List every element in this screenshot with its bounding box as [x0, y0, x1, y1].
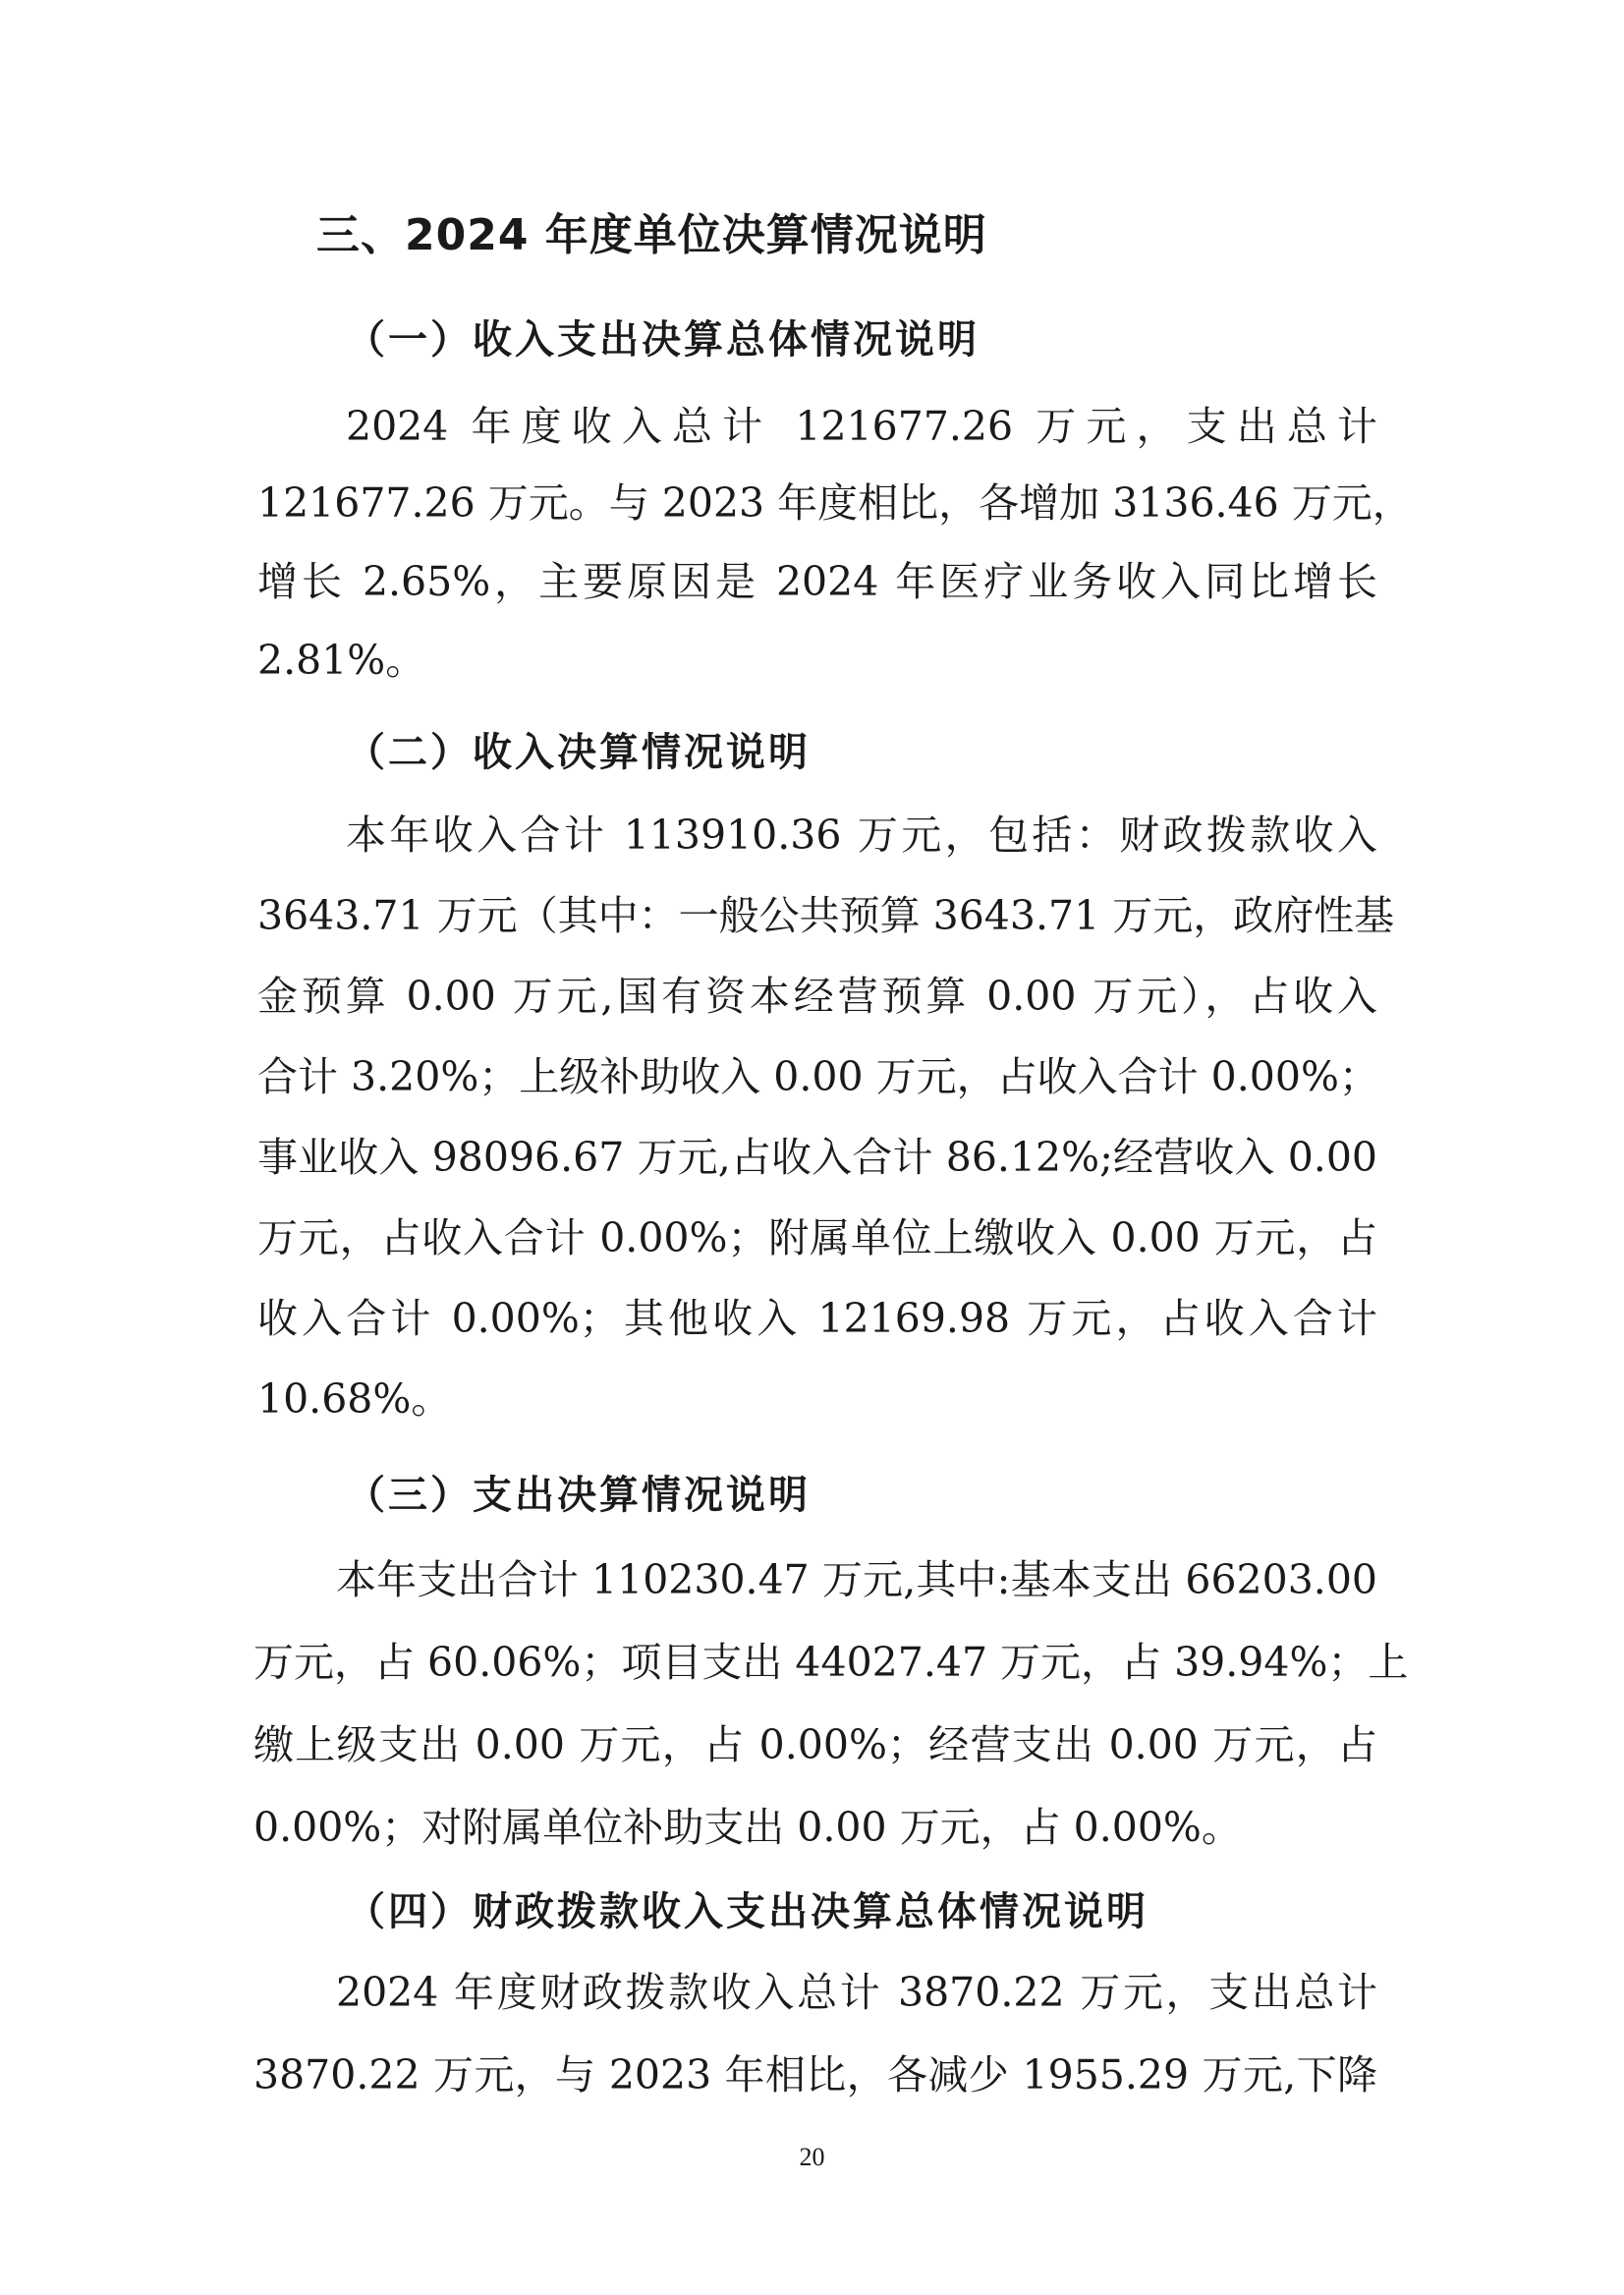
paragraph-line: 3643.71 万元（其中：一般公共预算 3643.71 万元，政府性基 [257, 892, 1395, 939]
subheading-expenditure: （三）支出决算情况说明 [346, 1473, 811, 1518]
page-number: 20 [799, 2143, 825, 2171]
paragraph-line: 2024 年度财政拨款收入总计 3870.22 万元，支出总计 [336, 1969, 1377, 2016]
paragraph-line: 3870.22 万元，与 2023 年相比，各减少 1955.29 万元,下降 [253, 2051, 1377, 2099]
paragraph-line: 121677.26 万元。与 2023 年度相比，各增加 3136.46 万元， [257, 479, 1413, 527]
paragraph-line: 10.68%。 [257, 1375, 452, 1423]
paragraph-line: 本年收入合计 113910.36 万元，包括：财政拨款收入 [346, 812, 1377, 859]
subheading-income-expenditure-overview: （一）收入支出决算总体情况说明 [346, 317, 980, 363]
paragraph-line: 万元，占收入合计 0.00%；附属单位上缴收入 0.00 万元，占 [257, 1214, 1377, 1261]
paragraph-line: 收入合计 0.00%；其他收入 12169.98 万元，占收入合计 [257, 1295, 1377, 1342]
paragraph-line: 2024 年度收入总计 121677.26 万元，支出总计 [346, 403, 1377, 450]
subheading-income: （二）收入决算情况说明 [346, 730, 811, 775]
paragraph-line: 合计 3.20%；上级补助收入 0.00 万元，占收入合计 0.00%； [257, 1053, 1379, 1100]
paragraph-line: 金预算 0.00 万元,国有资本经营预算 0.00 万元），占收入 [257, 973, 1377, 1020]
paragraph-line: 本年支出合计 110230.47 万元,其中:基本支出 66203.00 [336, 1556, 1377, 1603]
paragraph-line: 0.00%；对附属单位补助支出 0.00 万元，占 0.00%。 [253, 1804, 1242, 1851]
subheading-fiscal-appropriation: （四）财政拨款收入支出决算总体情况说明 [346, 1889, 1148, 1934]
paragraph-line: 2.81%。 [257, 637, 426, 684]
paragraph-line: 万元，占 60.06%；项目支出 44027.47 万元，占 39.94%；上 [253, 1639, 1409, 1686]
paragraph-line: 缴上级支出 0.00 万元，占 0.00%；经营支出 0.00 万元，占 [253, 1721, 1377, 1768]
section-title: 三、2024 年度单位决算情况说明 [316, 210, 987, 260]
paragraph-line: 事业收入 98096.67 万元,占收入合计 86.12%;经营收入 0.00 [257, 1134, 1377, 1181]
paragraph-line: 增长 2.65%，主要原因是 2024 年医疗业务收入同比增长 [257, 558, 1377, 605]
